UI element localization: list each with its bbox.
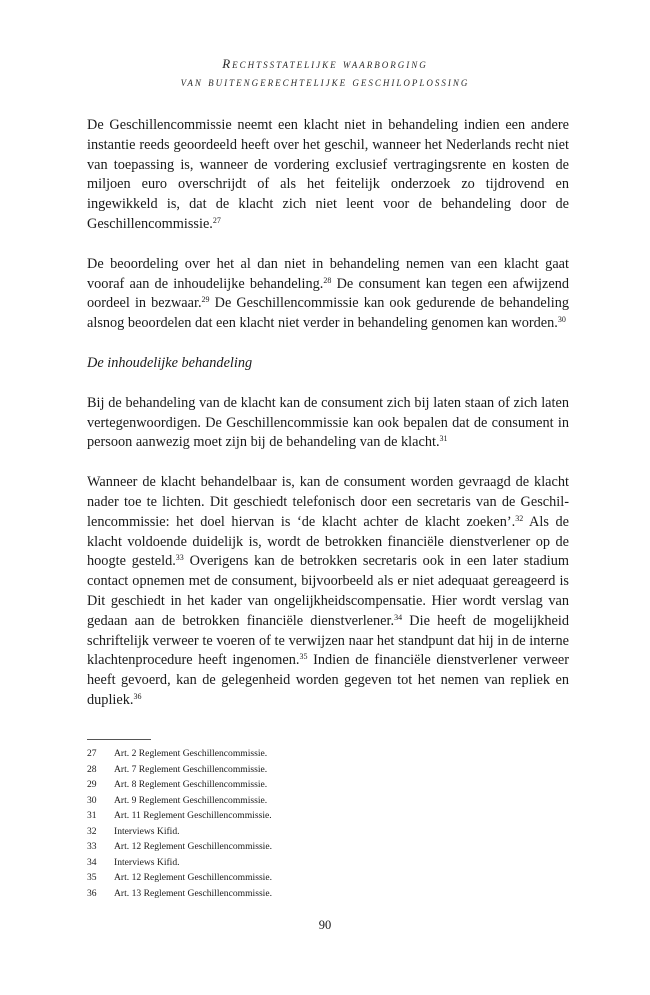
footnote-number: 35 [87, 872, 97, 883]
footnote-ref-32: 32 [515, 513, 524, 523]
footnote-ref-33: 33 [175, 553, 184, 563]
footnote-ref-30: 30 [557, 315, 566, 325]
footnote-ref-35: 35 [299, 652, 308, 662]
paragraph-4-text-d: Die heeft de mogelijkheid schriftelijk verweer te voeren of te verwijzen naar het standpunt dat hij in de interne klachtenprocedure heeft ingenomen. [87, 612, 569, 669]
paragraph-3-text: Bij de behandeling van de klacht kan de consument zich bij laten staan of zich laten vertegenwoordigen. De Geschillencommissie kan ook bepalen dat de consument in persoon aanwezig moet zijn bij de behandeling van de klacht. [87, 394, 569, 451]
footnote-ref-34: 34 [394, 612, 403, 622]
paragraph-4-text-a: Wanneer de klacht behandelbaar is, kan de consument worden gevraagd de klacht nader toe te lichten. Dit geschiedt telefonisch door een secretaris van de Geschillencommissie: het doel hiervan is ‘de klacht achter de klacht zoeken’. [87, 474, 569, 530]
paragraph-1 [87, 116, 569, 235]
footnote-list [87, 746, 569, 901]
footnote-text: Art. 13 Reglement Geschillencommissie. [114, 887, 272, 899]
paragraph-4-text-c: Overigens kan de betrokken secretaris ook in een later stadium contact opnemen met de consument, bijvoorbeeld als er niet adequaat gereageerd is Dit geschiedt in het kader van ongelijkheidscompensatie. Hier wordt verslag van gedaan aan de betrokken financiële dienstverlener. [87, 553, 569, 629]
footnote-number: 31 [87, 810, 97, 821]
paragraph-1-text: De Geschillencommissie neemt een klacht niet in behandeling indien een andere instantie reeds geoordeeld heeft over het geschil, wanneer het Nederlands recht niet van toepassing is, wanneer de vordering exclusief vertragingsrente en kosten de miljoen euro overschrijdt of als het feitelijk onderzoek zo tijdrovend en ingewikkeld is, dat de klacht zich niet leent voor de behandeling door de Geschillencommissie. [87, 117, 569, 232]
footnote-number: 27 [87, 748, 97, 759]
paragraph-2-text-c: De Geschillencommissie kan ook gedurende de behandeling alsnog beoordelen dat een klacht niet verder in behandeling genomen kan worden. [87, 295, 569, 332]
footnote [87, 808, 569, 824]
footnote-number: 28 [87, 763, 97, 775]
footnote-ref-27: 27 [212, 215, 221, 225]
footnote [87, 855, 569, 871]
footnote [87, 824, 569, 840]
footnote-text: Interviews Kifid. [114, 825, 180, 837]
footnote-text: Interviews Kifid. [114, 856, 180, 868]
paragraph-4-text-b: Als de klacht voldoende duidelijk is, wordt de betrokken financiële dienstverlener op de hoogte gesteld. [87, 513, 569, 570]
footnote-text: Art. 7 Reglement Geschillencommissie. [114, 763, 268, 775]
footnote-text: Art. 8 Reglement Geschillencommissie. [114, 779, 268, 790]
footnote [87, 746, 569, 762]
footnote-number: 30 [87, 794, 97, 806]
footnote-ref-29: 29 [201, 295, 210, 305]
footnote-text: Art. 11 Reglement Geschillencommissie. [114, 810, 272, 821]
running-header-line-2: van buitengerechtelijke geschiloplossing [180, 74, 470, 89]
paragraph-2-text-a: De beoordeling over het al dan niet in behandeling nemen van een klacht gaat vooraf aan de inhoudelijke behandeling. [87, 255, 569, 292]
running-header-line-1: Rechtsstatelijke waarborging [222, 56, 428, 71]
paragraph-2 [87, 255, 569, 334]
body-text [87, 116, 569, 711]
footnote-separator [87, 739, 151, 740]
footnote-text: Art. 12 Reglement Geschillencommissie. [114, 872, 272, 883]
paragraph-2-text-b: De consument kan tegen een afwijzend oordeel in bezwaar. [87, 275, 569, 312]
section-subheading: De inhoudelijke behandeling [87, 354, 253, 371]
footnote-ref-31: 31 [439, 434, 448, 444]
footnote-ref-36: 36 [133, 691, 142, 701]
paragraph-4-text-e: Indien de financiële dienstverlener verweer heeft gevoerd, kan de gelegenheid worden gegeven tot het nemen van repliek en dupliek. [87, 652, 569, 708]
footnote-number: 33 [87, 841, 97, 852]
paragraph-4 [87, 473, 569, 711]
footnote [87, 870, 569, 886]
footnote [87, 793, 569, 809]
footnote-text: Art. 9 Reglement Geschillencommissie. [114, 794, 268, 806]
page-number: 90 [318, 918, 332, 932]
paragraph-3 [87, 394, 569, 453]
footnote [87, 839, 569, 855]
footnote-number: 32 [87, 825, 97, 837]
footnote-ref-28: 28 [323, 275, 332, 285]
footnote [87, 762, 569, 778]
footnote-number: 36 [87, 887, 97, 899]
footnote-number: 29 [87, 779, 97, 790]
footnote-text: Art. 12 Reglement Geschillencommissie. [114, 841, 272, 852]
footnote-text: Art. 2 Reglement Geschillencommissie. [114, 748, 268, 759]
footnote [87, 777, 569, 793]
footnote [87, 886, 569, 902]
footnote-number: 34 [87, 856, 97, 868]
running-header [0, 55, 650, 91]
